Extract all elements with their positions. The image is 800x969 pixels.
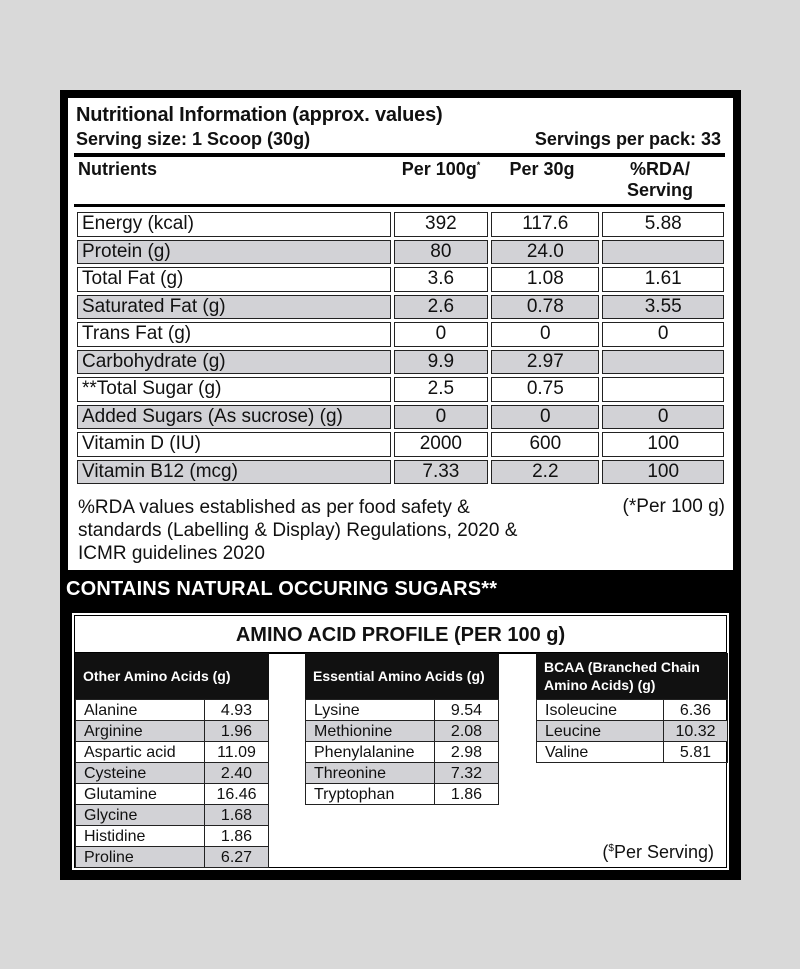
nutrient-name: Added Sugars (As sucrose) (g) <box>77 405 391 430</box>
nutrient-per-30g: 2.2 <box>491 460 599 485</box>
amino-acid-row <box>537 700 728 721</box>
amino-acid-value: 4.93 <box>205 700 269 721</box>
nutrient-per-30g: 0.78 <box>491 295 599 320</box>
nutrient-name: Vitamin B12 (mcg) <box>77 460 391 485</box>
amino-acid-name: Isoleucine <box>537 700 664 721</box>
nutrient-name: Vitamin D (IU) <box>77 432 391 457</box>
amino-acid-value: 11.09 <box>205 742 269 763</box>
amino-acid-row <box>306 742 499 763</box>
amino-acid-row <box>306 784 499 805</box>
nutrient-per-100g: 0 <box>394 322 489 347</box>
nutrient-per-100g: 2000 <box>394 432 489 457</box>
nutrient-name: Carbohydrate (g) <box>77 350 391 375</box>
nutrient-per-30g: 0 <box>491 322 599 347</box>
column-header-per-100g: Per 100g* <box>401 159 481 179</box>
amino-acid-row <box>306 763 499 784</box>
amino-acid-panel <box>72 613 729 870</box>
nutrient-per-100g: 9.9 <box>394 350 489 375</box>
nutrient-rda <box>602 240 724 265</box>
amino-acid-title: AMINO ACID PROFILE (PER 100 g) <box>235 624 566 646</box>
servings-per-pack: Servings per pack: 33 <box>534 129 721 149</box>
amino-acid-value: 1.68 <box>205 805 269 826</box>
column-header-nutrients: Nutrients <box>78 159 158 179</box>
amino-acid-row <box>76 805 269 826</box>
natural-sugars-banner: CONTAINS NATURAL OCCURING SUGARS** <box>66 578 498 600</box>
amino-acid-row <box>76 763 269 784</box>
nutrient-rda: 5.88 <box>602 212 724 237</box>
nutrient-per-100g: 392 <box>394 212 489 237</box>
other-amino-acids-heading: Other Amino Acids (g) <box>75 653 269 699</box>
amino-acid-row <box>537 721 728 742</box>
nutrient-row <box>77 405 724 430</box>
amino-acid-name: Histidine <box>76 826 205 847</box>
nutrient-per-30g: 24.0 <box>491 240 599 265</box>
nutrient-name: Protein (g) <box>77 240 391 265</box>
amino-acid-row <box>76 721 269 742</box>
column-header-rda: %RDA/ Serving <box>626 159 694 200</box>
amino-acid-value: 2.08 <box>435 721 499 742</box>
nutrient-row <box>77 212 724 237</box>
nutrient-name: Saturated Fat (g) <box>77 295 391 320</box>
nutrient-name: Total Fat (g) <box>77 267 391 292</box>
amino-acid-value: 2.98 <box>435 742 499 763</box>
amino-acid-name: Valine <box>537 742 664 763</box>
per-100g-note: (*Per 100 g) <box>622 496 725 517</box>
amino-acid-row <box>76 700 269 721</box>
amino-acid-name: Aspartic acid <box>76 742 205 763</box>
essential-amino-acids-table <box>305 653 499 805</box>
amino-acid-value: 6.36 <box>664 700 728 721</box>
nutrient-per-30g: 0 <box>491 405 599 430</box>
label-title: Nutritional Information (approx. values) <box>76 104 443 126</box>
nutrient-per-100g: 2.5 <box>394 377 489 402</box>
nutrient-per-30g: 1.08 <box>491 267 599 292</box>
nutrient-name: Energy (kcal) <box>77 212 391 237</box>
nutrient-rda <box>602 350 724 375</box>
amino-acid-name: Phenylalanine <box>306 742 435 763</box>
amino-acid-name: Cysteine <box>76 763 205 784</box>
nutrient-per-30g: 2.97 <box>491 350 599 375</box>
nutrient-row <box>77 350 724 375</box>
nutrient-row <box>77 267 724 292</box>
header-divider <box>74 153 725 157</box>
nutrient-per-100g: 2.6 <box>394 295 489 320</box>
amino-acid-name: Lysine <box>306 700 435 721</box>
nutrient-rda: 3.55 <box>602 295 724 320</box>
column-header-per-30g: Per 30g <box>509 159 575 179</box>
amino-acid-name: Tryptophan <box>306 784 435 805</box>
amino-acid-row <box>76 742 269 763</box>
amino-acid-name: Alanine <box>76 700 205 721</box>
amino-acid-row <box>76 826 269 847</box>
nutrient-row <box>77 460 724 485</box>
amino-acid-value: 6.27 <box>205 847 269 868</box>
amino-acid-row <box>306 700 499 721</box>
rda-footnote: %RDA values established as per food safety & standards (Labelling & Display) Regulations, 2020 & ICMR guidelines 2020 <box>78 497 518 564</box>
nutrient-per-30g: 0.75 <box>491 377 599 402</box>
nutrient-name: Trans Fat (g) <box>77 322 391 347</box>
nutrient-rda: 1.61 <box>602 267 724 292</box>
nutrient-row <box>77 322 724 347</box>
nutrient-rda: 0 <box>602 405 724 430</box>
amino-acid-row <box>306 721 499 742</box>
column-header-divider <box>74 204 725 207</box>
nutrient-row <box>77 295 724 320</box>
nutrient-rda: 0 <box>602 322 724 347</box>
nutrient-rda <box>602 377 724 402</box>
amino-acid-name: Arginine <box>76 721 205 742</box>
essential-amino-acids-heading: Essential Amino Acids (g) <box>305 653 499 699</box>
per-serving-note: ($Per Serving) <box>602 842 714 862</box>
serving-size: Serving size: 1 Scoop (30g) <box>76 129 311 149</box>
nutrient-per-100g: 80 <box>394 240 489 265</box>
amino-acid-value: 7.32 <box>435 763 499 784</box>
nutrient-per-100g: 0 <box>394 405 489 430</box>
amino-acid-row <box>537 742 728 763</box>
nutrient-per-100g: 3.6 <box>394 267 489 292</box>
amino-acid-row <box>76 847 269 868</box>
other-amino-acids-table <box>75 653 269 868</box>
nutrient-row <box>77 432 724 457</box>
amino-acid-value: 9.54 <box>435 700 499 721</box>
amino-acid-value: 16.46 <box>205 784 269 805</box>
amino-acid-value: 1.86 <box>435 784 499 805</box>
amino-acid-frame <box>74 615 727 868</box>
amino-acid-value: 5.81 <box>664 742 728 763</box>
nutrient-per-30g: 117.6 <box>491 212 599 237</box>
amino-acid-name: Proline <box>76 847 205 868</box>
amino-acid-row <box>76 784 269 805</box>
amino-acid-name: Threonine <box>306 763 435 784</box>
nutrient-table <box>74 209 727 487</box>
amino-acid-value: 1.96 <box>205 721 269 742</box>
nutrient-rda: 100 <box>602 460 724 485</box>
nutrition-panel <box>68 98 733 570</box>
amino-acid-name: Methionine <box>306 721 435 742</box>
nutrient-row <box>77 377 724 402</box>
nutrient-rda: 100 <box>602 432 724 457</box>
amino-acid-name: Glutamine <box>76 784 205 805</box>
nutrient-row <box>77 240 724 265</box>
nutrient-per-100g: 7.33 <box>394 460 489 485</box>
amino-acid-name: Leucine <box>537 721 664 742</box>
nutrient-per-30g: 600 <box>491 432 599 457</box>
amino-acid-value: 1.86 <box>205 826 269 847</box>
bcaa-heading: BCAA (Branched Chain Amino Acids) (g) <box>536 653 728 699</box>
bcaa-table <box>536 653 728 763</box>
amino-acid-name: Glycine <box>76 805 205 826</box>
nutrient-name: **Total Sugar (g) <box>77 377 391 402</box>
amino-acid-value: 10.32 <box>664 721 728 742</box>
amino-acid-value: 2.40 <box>205 763 269 784</box>
